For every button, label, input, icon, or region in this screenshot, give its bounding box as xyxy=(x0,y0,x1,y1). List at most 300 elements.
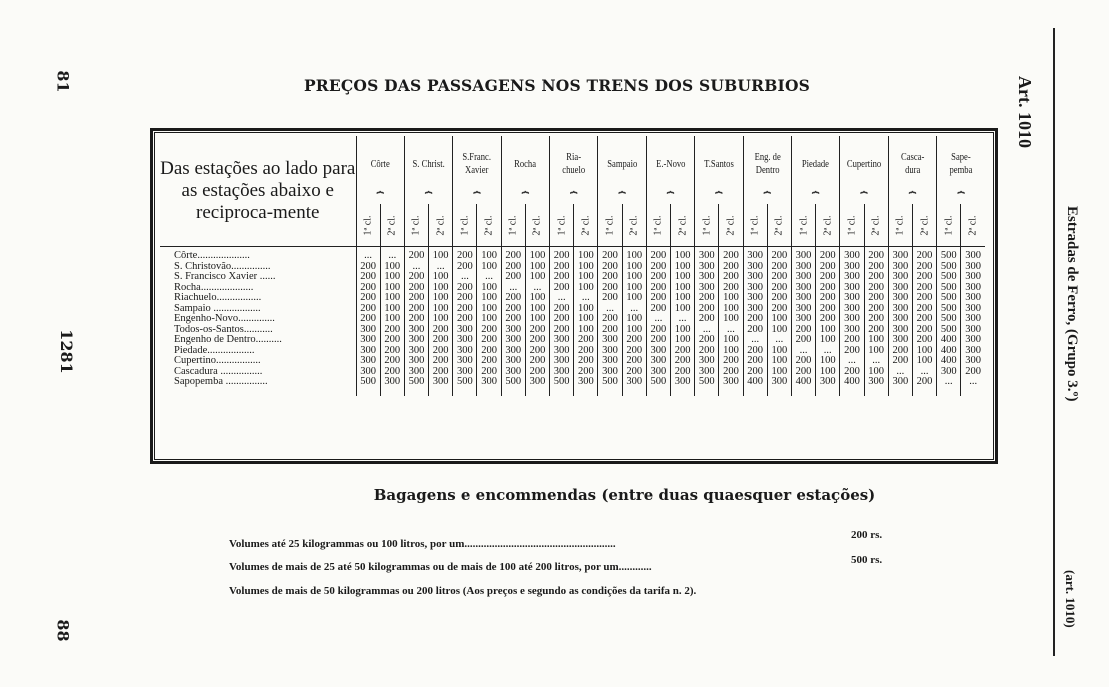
fare-cell: 300 xyxy=(695,251,719,262)
table-row xyxy=(160,346,985,357)
class-label-text: 2ª cl. xyxy=(628,215,640,235)
fare-cell: 100 xyxy=(719,346,743,357)
page-number-bottom: 88 xyxy=(53,619,73,642)
fare-cell: 200 xyxy=(429,356,453,367)
fare-cell: 500 xyxy=(937,314,961,325)
fare-cell: 200 xyxy=(356,304,380,315)
fare-cell: 300 xyxy=(888,251,912,262)
fare-cell: 300 xyxy=(404,356,428,367)
fare-cell: 200 xyxy=(719,356,743,367)
fare-cell: ... xyxy=(743,335,767,346)
fare-cell: 300 xyxy=(550,356,574,367)
fare-cell: 500 xyxy=(646,377,670,388)
baggage-price-1: 200 rs. xyxy=(851,529,883,541)
fare-cell: 300 xyxy=(888,377,912,388)
class-label-text: 2ª cl. xyxy=(725,215,737,235)
fare-cell: 300 xyxy=(840,283,864,294)
fare-cell: ... xyxy=(501,283,525,294)
fare-cell: ... xyxy=(671,314,695,325)
class-label-text: 2ª cl. xyxy=(386,215,398,235)
fare-cell: 200 xyxy=(791,325,815,336)
fare-cell: 100 xyxy=(912,346,936,357)
spacer-cell xyxy=(525,388,549,396)
class-label-text: 2ª cl. xyxy=(919,215,931,235)
fare-cell: 200 xyxy=(695,293,719,304)
fare-cell: 300 xyxy=(791,304,815,315)
class-label xyxy=(646,204,670,247)
fare-cell: 200 xyxy=(767,283,791,294)
fare-cell: 200 xyxy=(671,346,695,357)
fare-cell: 300 xyxy=(501,335,525,346)
fare-cell: 200 xyxy=(356,283,380,294)
fare-cell: 300 xyxy=(356,367,380,378)
station-name: Cupertino................. xyxy=(174,356,261,366)
fare-cell: 100 xyxy=(477,304,501,315)
column-header-label: T.Santos xyxy=(704,157,734,170)
fare-cell: 100 xyxy=(525,262,549,273)
right-margin-rule xyxy=(1053,28,1055,656)
fare-cell: 100 xyxy=(477,251,501,262)
column-header-label: Sape-pemba xyxy=(949,151,973,176)
baggage-price-2: 500 rs. xyxy=(851,554,883,566)
fare-cell: 300 xyxy=(404,325,428,336)
class-label-text: 1ª cl. xyxy=(749,215,761,235)
class-label xyxy=(477,204,501,247)
fare-cell: 300 xyxy=(816,377,840,388)
fare-cell: 100 xyxy=(477,283,501,294)
fare-cell: ... xyxy=(598,304,622,315)
class-label-text: 2ª cl. xyxy=(435,215,447,235)
brace: ⏞ xyxy=(356,192,404,204)
fare-cell: 300 xyxy=(356,346,380,357)
running-head-article: Art. 1010 xyxy=(1015,76,1035,148)
fare-cell: 200 xyxy=(840,335,864,346)
fare-cell: 200 xyxy=(840,367,864,378)
spacer-cell xyxy=(404,388,428,396)
class-label-text: 2ª cl. xyxy=(870,215,882,235)
fare-cell: 300 xyxy=(961,304,985,315)
brace: ⏞ xyxy=(937,192,985,204)
class-label-text: 2ª cl. xyxy=(822,215,834,235)
class-label-text: 1ª cl. xyxy=(894,215,906,235)
spacer-cell xyxy=(429,388,453,396)
fare-cell: 100 xyxy=(671,283,695,294)
fare-cell: 300 xyxy=(550,346,574,357)
class-label xyxy=(380,204,404,247)
fare-cell: 300 xyxy=(888,293,912,304)
fare-cell: 200 xyxy=(646,272,670,283)
page-number-middle: 1281 xyxy=(56,329,76,374)
column-header-label: S.Franc. Xavier xyxy=(462,151,492,176)
fare-cell: 100 xyxy=(380,283,404,294)
fare-cell: 200 xyxy=(743,346,767,357)
fare-cell: 100 xyxy=(816,335,840,346)
fare-cell: 200 xyxy=(864,304,888,315)
fare-cell: 100 xyxy=(429,251,453,262)
fare-cell: 500 xyxy=(550,377,574,388)
fare-cell: 300 xyxy=(961,335,985,346)
fare-cell: 100 xyxy=(671,251,695,262)
class-label xyxy=(888,204,912,247)
station-name: Rocha.................... xyxy=(174,282,254,293)
fare-cell: 200 xyxy=(767,262,791,273)
column-header xyxy=(550,136,598,192)
fare-cell: 200 xyxy=(574,356,598,367)
table-row xyxy=(160,272,985,283)
fare-cell: 300 xyxy=(888,325,912,336)
fare-cell: 300 xyxy=(791,314,815,325)
spacer-cell xyxy=(719,388,743,396)
fare-cell: 300 xyxy=(888,314,912,325)
fare-cell: 300 xyxy=(429,377,453,388)
fare-cell: 100 xyxy=(912,356,936,367)
fare-cell: 200 xyxy=(646,251,670,262)
fare-cell: 200 xyxy=(912,262,936,273)
fare-cell: 200 xyxy=(864,262,888,273)
column-header-label: Eng. de Dentro xyxy=(754,151,781,176)
fare-cell: 200 xyxy=(429,335,453,346)
fare-cell: 200 xyxy=(429,367,453,378)
fare-cell: 200 xyxy=(767,293,791,304)
fare-cell: 200 xyxy=(356,272,380,283)
fare-cell: 200 xyxy=(864,325,888,336)
fare-cell: 100 xyxy=(622,251,646,262)
fare-cell: 200 xyxy=(646,283,670,294)
spacer-cell xyxy=(961,388,985,396)
spacer-cell xyxy=(937,388,961,396)
fare-cell: 100 xyxy=(574,283,598,294)
baggage-title: Bagagens e encommendas (entre duas quaesquer estações) xyxy=(373,486,876,504)
running-head-railway: Estradas de Ferro, (Grupo 3.º) xyxy=(1064,206,1080,402)
fare-cell: 300 xyxy=(695,367,719,378)
fare-cell: ... xyxy=(380,251,404,262)
fare-cell: 100 xyxy=(574,325,598,336)
spacer-cell xyxy=(816,388,840,396)
fare-cell: 300 xyxy=(501,346,525,357)
fare-cell: 400 xyxy=(937,335,961,346)
fare-cell: 300 xyxy=(888,335,912,346)
fare-cell: 200 xyxy=(816,314,840,325)
fare-cell: 200 xyxy=(695,314,719,325)
fare-cell: 200 xyxy=(525,346,549,357)
fare-cell: 200 xyxy=(622,335,646,346)
fare-cell: 400 xyxy=(840,377,864,388)
fare-cell: 200 xyxy=(598,325,622,336)
fare-cell: 200 xyxy=(574,346,598,357)
fare-cell: 300 xyxy=(453,346,477,357)
fare-cell: 200 xyxy=(719,283,743,294)
fare-cell: 300 xyxy=(453,356,477,367)
station-name: Riachuelo................. xyxy=(174,293,262,303)
class-label xyxy=(501,204,525,247)
class-label xyxy=(743,204,767,247)
fare-cell: 100 xyxy=(671,272,695,283)
fare-cell: 300 xyxy=(380,377,404,388)
fare-cell: 300 xyxy=(404,367,428,378)
fare-cell: 500 xyxy=(501,377,525,388)
station-name: Engenho de Dentro.......... xyxy=(174,335,282,345)
fare-cell: 200 xyxy=(501,262,525,273)
fare-cell: 200 xyxy=(912,304,936,315)
fare-cell: 300 xyxy=(695,283,719,294)
running-head-article-ref: (art. 1010) xyxy=(1063,570,1078,628)
fare-cell: ... xyxy=(767,335,791,346)
fare-cell: 200 xyxy=(888,356,912,367)
class-label-text: 1ª cl. xyxy=(410,215,422,235)
fare-cell: 200 xyxy=(864,283,888,294)
column-header xyxy=(598,136,646,192)
fare-cell: 100 xyxy=(477,293,501,304)
fare-cell: 100 xyxy=(622,272,646,283)
fare-cell: 500 xyxy=(695,377,719,388)
fare-cell: 200 xyxy=(404,293,428,304)
brace: ⏞ xyxy=(646,192,694,204)
brace: ⏞ xyxy=(791,192,839,204)
spacer-cell xyxy=(791,388,815,396)
fare-cell: 200 xyxy=(864,293,888,304)
fare-cell: 200 xyxy=(791,335,815,346)
corner-header: Das estações ao lado para as estações abaixo e reciproca-mente xyxy=(160,158,356,223)
fare-cell: 200 xyxy=(574,367,598,378)
brace: ⏞ xyxy=(404,192,452,204)
fare-cell: 200 xyxy=(453,251,477,262)
brace: ⏞ xyxy=(501,192,549,204)
fare-cell: 200 xyxy=(404,304,428,315)
fare-cell: 300 xyxy=(743,283,767,294)
fare-cell: 300 xyxy=(888,283,912,294)
fare-cell: 300 xyxy=(840,293,864,304)
fare-cell: 300 xyxy=(840,272,864,283)
fare-cell: 300 xyxy=(791,251,815,262)
fare-cell: 100 xyxy=(719,293,743,304)
fare-cell: 100 xyxy=(380,293,404,304)
fare-cell: 300 xyxy=(840,314,864,325)
fare-cell: 200 xyxy=(501,293,525,304)
fare-cell: 200 xyxy=(525,367,549,378)
class-label-text: 2ª cl. xyxy=(483,215,495,235)
fare-cell: ... xyxy=(356,251,380,262)
fare-cell: 200 xyxy=(961,367,985,378)
table-row xyxy=(160,283,985,294)
class-label xyxy=(622,204,646,247)
fare-cell: ... xyxy=(525,283,549,294)
column-header xyxy=(743,136,791,192)
fare-cell: 200 xyxy=(501,304,525,315)
fare-cell: 200 xyxy=(912,251,936,262)
fare-cell: 200 xyxy=(550,304,574,315)
fare-cell: 300 xyxy=(356,325,380,336)
fare-cell: 100 xyxy=(816,367,840,378)
class-label xyxy=(912,204,936,247)
fare-cell: 100 xyxy=(574,314,598,325)
column-header xyxy=(453,136,501,192)
fare-cell: ... xyxy=(477,272,501,283)
fare-cell: 200 xyxy=(719,251,743,262)
fare-cell: 300 xyxy=(646,346,670,357)
fare-cell: 300 xyxy=(961,262,985,273)
fare-cell: 100 xyxy=(864,346,888,357)
fare-cell: 200 xyxy=(477,335,501,346)
fare-cell: 200 xyxy=(404,251,428,262)
station-name: S. Francisco Xavier ...... xyxy=(174,272,276,282)
fare-cell: ... xyxy=(453,272,477,283)
spacer-cell xyxy=(160,388,356,396)
fare-cell: 200 xyxy=(791,367,815,378)
fare-cell: 100 xyxy=(525,304,549,315)
fare-cell: 200 xyxy=(598,262,622,273)
fare-cell: 200 xyxy=(743,325,767,336)
fare-cell: 200 xyxy=(864,272,888,283)
station-name: Piedade.................. xyxy=(174,345,255,356)
fare-cell: 100 xyxy=(671,335,695,346)
fare-cell: 300 xyxy=(356,356,380,367)
fare-cell: 200 xyxy=(912,283,936,294)
fare-cell: 200 xyxy=(816,293,840,304)
fare-cell: 300 xyxy=(574,377,598,388)
fare-cell: 100 xyxy=(574,272,598,283)
fare-cell: 200 xyxy=(646,262,670,273)
fare-cell: 300 xyxy=(671,377,695,388)
fare-cell: 300 xyxy=(598,356,622,367)
column-header xyxy=(356,136,404,192)
fare-cell: ... xyxy=(550,293,574,304)
fare-cell: 200 xyxy=(912,272,936,283)
spacer-cell xyxy=(622,388,646,396)
spacer-cell xyxy=(767,388,791,396)
fare-cell: 200 xyxy=(767,272,791,283)
fare-cell: 500 xyxy=(937,251,961,262)
fare-cell: 300 xyxy=(743,251,767,262)
fare-cell: 200 xyxy=(912,314,936,325)
fare-cell: 200 xyxy=(646,293,670,304)
table-row xyxy=(160,335,985,346)
station-name: Cascadura ................ xyxy=(174,366,263,377)
fare-cell: 100 xyxy=(429,293,453,304)
fare-cell: 200 xyxy=(912,335,936,346)
fare-cell: 300 xyxy=(598,335,622,346)
table-row xyxy=(160,262,985,273)
fare-cell: 100 xyxy=(622,293,646,304)
fare-cell: 100 xyxy=(622,325,646,336)
spacer-cell xyxy=(671,388,695,396)
fare-cell: 300 xyxy=(743,262,767,273)
column-header xyxy=(695,136,743,192)
fare-cell: ... xyxy=(937,377,961,388)
page-number-top: 81 xyxy=(53,70,73,93)
fare-cell: 100 xyxy=(767,356,791,367)
table-row xyxy=(160,377,985,388)
spacer-cell xyxy=(453,388,477,396)
spacer-cell xyxy=(550,388,574,396)
fare-cell: 200 xyxy=(743,356,767,367)
fare-cell: 100 xyxy=(525,293,549,304)
fare-cell: 100 xyxy=(380,272,404,283)
class-label-text: 2ª cl. xyxy=(773,215,785,235)
fare-cell: 100 xyxy=(767,346,791,357)
fare-cell: 400 xyxy=(937,356,961,367)
fare-cell: 200 xyxy=(912,377,936,388)
fare-cell: 300 xyxy=(791,272,815,283)
fare-cell: 200 xyxy=(550,283,574,294)
class-label xyxy=(961,204,985,247)
fare-cell: ... xyxy=(888,367,912,378)
class-label xyxy=(671,204,695,247)
fare-cell: 200 xyxy=(477,325,501,336)
class-label xyxy=(550,204,574,247)
fare-cell: 500 xyxy=(937,304,961,315)
fare-cell: ... xyxy=(791,346,815,357)
fare-cell: 300 xyxy=(622,377,646,388)
station-name: Côrte.................... xyxy=(174,251,250,261)
fare-cell: 100 xyxy=(525,314,549,325)
station-name: Sapopemba ................ xyxy=(174,377,268,387)
class-label xyxy=(525,204,549,247)
fare-cell: 100 xyxy=(671,304,695,315)
fare-cell: 100 xyxy=(719,335,743,346)
fare-cell: 200 xyxy=(695,335,719,346)
fare-cell: 200 xyxy=(356,293,380,304)
class-label xyxy=(404,204,428,247)
class-label-text: 1ª cl. xyxy=(846,215,858,235)
fare-cell: 500 xyxy=(453,377,477,388)
fare-cell: 200 xyxy=(622,346,646,357)
class-label-text: 2ª cl. xyxy=(677,215,689,235)
fare-cell: 100 xyxy=(525,251,549,262)
fare-cell: 100 xyxy=(380,314,404,325)
page-title: PREÇOS DAS PASSAGENS NOS TRENS DOS SUBURBIOS xyxy=(303,76,811,95)
fare-cell: 100 xyxy=(477,262,501,273)
fare-cell: 200 xyxy=(598,251,622,262)
fare-cell: 300 xyxy=(695,272,719,283)
baggage-line-1: Volumes até 25 kilogrammas ou 100 litros, por um....................................................... xyxy=(229,538,616,550)
class-label-text: 1ª cl. xyxy=(459,215,471,235)
brace: ⏞ xyxy=(888,192,936,204)
fare-cell: 100 xyxy=(671,262,695,273)
fare-cell: 200 xyxy=(598,272,622,283)
fare-cell: 300 xyxy=(888,262,912,273)
fare-cell: 100 xyxy=(380,262,404,273)
fare-cell: 300 xyxy=(840,251,864,262)
fare-cell: 200 xyxy=(598,293,622,304)
brace: ⏞ xyxy=(598,192,646,204)
brace: ⏞ xyxy=(550,192,598,204)
fare-cell: 100 xyxy=(719,304,743,315)
fare-cell: 300 xyxy=(501,356,525,367)
fare-cell: 200 xyxy=(380,367,404,378)
fare-cell: 200 xyxy=(550,262,574,273)
fare-cell: ... xyxy=(816,346,840,357)
fare-cell: 200 xyxy=(646,335,670,346)
class-label-text: 1ª cl. xyxy=(362,215,374,235)
fare-cell: 200 xyxy=(453,283,477,294)
class-label xyxy=(574,204,598,247)
fare-cell: 100 xyxy=(622,314,646,325)
class-label xyxy=(598,204,622,247)
fare-cell: 300 xyxy=(767,377,791,388)
fare-cell: 200 xyxy=(743,314,767,325)
class-label xyxy=(791,204,815,247)
fare-cell: 100 xyxy=(525,272,549,283)
fare-cell: 300 xyxy=(525,377,549,388)
fare-cell: 200 xyxy=(477,356,501,367)
fare-cell: ... xyxy=(961,377,985,388)
fare-cell: 100 xyxy=(767,314,791,325)
fare-cell: 500 xyxy=(937,325,961,336)
fare-cell: 300 xyxy=(961,325,985,336)
fare-cell: 100 xyxy=(816,325,840,336)
class-label xyxy=(719,204,743,247)
fare-cell: 300 xyxy=(864,377,888,388)
